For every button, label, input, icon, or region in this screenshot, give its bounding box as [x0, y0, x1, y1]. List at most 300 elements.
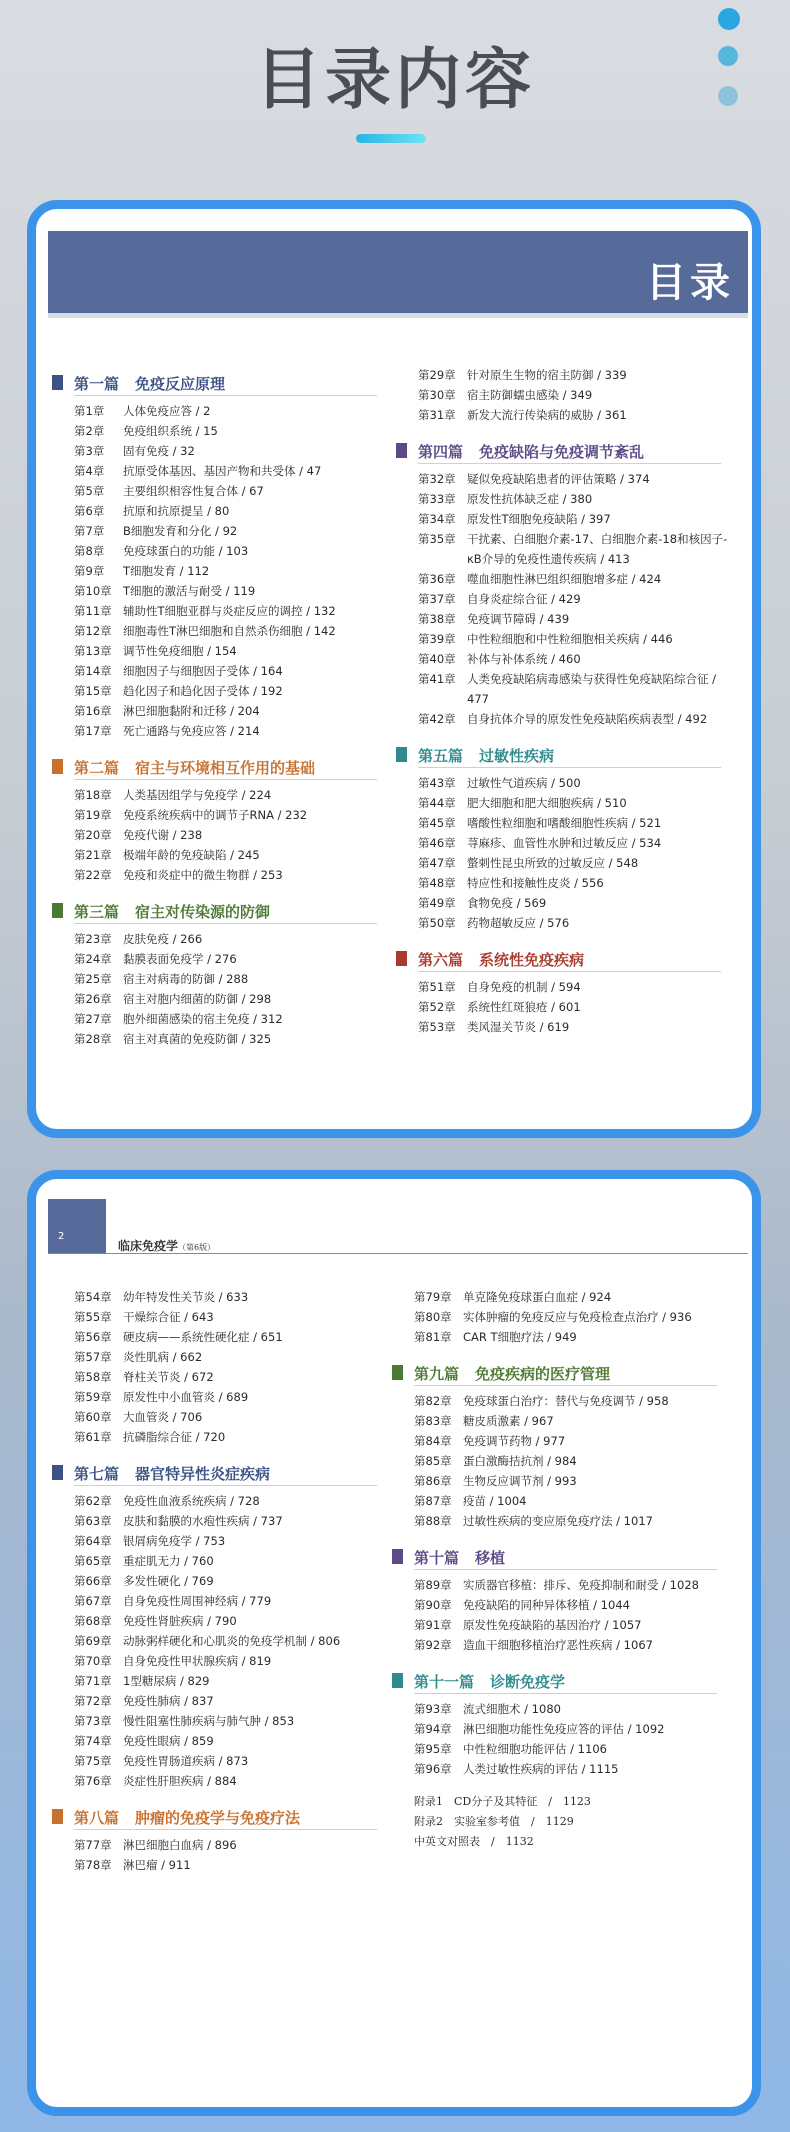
chapter-entry	[52, 845, 397, 865]
chapter-entry	[52, 661, 397, 681]
chapter-entry	[396, 1017, 741, 1037]
chapter-entry	[52, 1591, 397, 1611]
chapter-number: 第12章	[74, 624, 112, 638]
chapter-title: 宿主对胞内细菌的防御 / 298	[123, 992, 272, 1006]
part-heading	[396, 439, 741, 467]
part-title	[414, 1671, 565, 1692]
chapter-title: 免疫性肺病 / 837	[123, 1694, 214, 1708]
chapter-number: 第27章	[74, 1012, 112, 1026]
part-heading	[392, 1669, 737, 1697]
part-number: 第一篇	[74, 375, 120, 393]
section-gap	[52, 1447, 397, 1461]
chapter-entry	[52, 481, 397, 501]
chapter-title: T细胞的激活与耐受 / 119	[123, 584, 256, 598]
part-name: 过敏性疾病	[479, 747, 555, 765]
part-number: 第六篇	[418, 951, 464, 969]
chapter-entry	[396, 873, 741, 893]
chapter-title: 死亡通路与免疫应答 / 214	[123, 724, 260, 738]
toc-column-left	[52, 1287, 397, 1875]
part-marker	[396, 951, 407, 966]
chapter-title: 人类基因组学与免疫学 / 224	[123, 788, 272, 802]
chapter-number: 第89章	[414, 1578, 452, 1592]
chapter-title: 人体免疫应答 / 2	[123, 404, 211, 418]
chapter-entry	[52, 421, 397, 441]
chapter-entry	[52, 541, 397, 561]
chapter-entry	[52, 1491, 397, 1511]
chapter-entry	[52, 1835, 397, 1855]
part-section	[52, 371, 397, 741]
chapter-title: 免疫系统疾病中的调节子RNA / 232	[123, 808, 308, 822]
chapter-title: 食物免疫 / 569	[467, 896, 547, 910]
chapter-title: 噬血细胞性淋巴组织细胞增多症 / 424	[467, 572, 662, 586]
part-title	[418, 949, 584, 970]
toc-header-band	[48, 231, 748, 313]
part-name: 移植	[475, 1549, 506, 1567]
part-section	[396, 743, 741, 933]
chapter-title: 系统性红斑狼疮 / 601	[467, 1000, 581, 1014]
chapter-number: 第10章	[74, 584, 112, 598]
chapter-title: 细胞因子与细胞因子受体 / 164	[123, 664, 283, 678]
chapter-title: 自身免疫的机制 / 594	[467, 980, 581, 994]
part-title	[414, 1547, 505, 1568]
part-name: 免疫缺陷与免疫调节紊乱	[479, 443, 645, 461]
chapter-entry	[396, 469, 741, 489]
chapter-number: 第54章	[74, 1290, 112, 1304]
chapter-number: 第9章	[74, 564, 105, 578]
chapter-number: 第39章	[418, 632, 456, 646]
chapter-number: 第4章	[74, 464, 105, 478]
chapter-number: 第28章	[74, 1032, 112, 1046]
chapter-number: 第66章	[74, 1574, 112, 1588]
chapter-entry	[52, 1287, 397, 1307]
part-underline	[418, 463, 721, 464]
chapter-title: 炎性肌病 / 662	[123, 1350, 203, 1364]
chapter-entry	[52, 1771, 397, 1791]
chapter-title: 免疫球蛋白的功能 / 103	[123, 544, 249, 558]
section-gap	[392, 1531, 737, 1545]
chapter-entry	[392, 1411, 737, 1431]
appendix-entry: 附录2 实验室参考值 / 1129	[414, 1815, 574, 1828]
chapter-entry	[52, 1347, 397, 1367]
chapter-number: 第13章	[74, 644, 112, 658]
chapter-title: 免疫球蛋白治疗：替代与免疫调节 / 958	[463, 1394, 669, 1408]
chapter-entry	[396, 489, 741, 509]
chapter-title: 炎症性肝胆疾病 / 884	[123, 1774, 237, 1788]
chapter-number: 第58章	[74, 1370, 112, 1384]
chapter-entry	[52, 1511, 397, 1531]
header-rule	[48, 1253, 748, 1254]
part-title	[414, 1363, 610, 1384]
part-section	[392, 1545, 737, 1655]
chapter-title: 慢性阻塞性肺疾病与肺气肿 / 853	[123, 1714, 295, 1728]
header-divider	[48, 313, 748, 318]
chapter-entry	[52, 785, 397, 805]
chapter-entry	[396, 813, 741, 833]
chapter-number: 第2章	[74, 424, 105, 438]
chapter-number: 第90章	[414, 1598, 452, 1612]
chapter-entry	[52, 601, 397, 621]
chapter-entry	[52, 1367, 397, 1387]
chapter-entry	[52, 681, 397, 701]
chapter-entry	[52, 825, 397, 845]
chapter-number: 第75章	[74, 1754, 112, 1768]
chapter-entry	[396, 997, 741, 1017]
chapter-entry	[392, 1327, 737, 1347]
chapter-title: 免疫和炎症中的微生物群 / 253	[123, 868, 283, 882]
chapter-number: 第44章	[418, 796, 456, 810]
chapter-number: 第46章	[418, 836, 456, 850]
chapter-number: 第53章	[418, 1020, 456, 1034]
chapter-title: 原发性T细胞免疫缺陷 / 397	[467, 512, 611, 526]
chapter-number: 第34章	[418, 512, 456, 526]
chapter-entry	[52, 1571, 397, 1591]
chapter-number: 第95章	[414, 1742, 452, 1756]
chapter-entry	[52, 641, 397, 661]
chapter-entry	[52, 989, 397, 1009]
chapter-number: 第94章	[414, 1722, 452, 1736]
section-gap	[396, 933, 741, 947]
chapter-entry	[396, 589, 741, 609]
chapter-number: 第16章	[74, 704, 112, 718]
chapter-entry	[396, 793, 741, 813]
chapter-title: 原发性抗体缺乏症 / 380	[467, 492, 593, 506]
chapter-entry	[52, 1731, 397, 1751]
chapter-title: 皮肤和黏膜的水疱性疾病 / 737	[123, 1514, 283, 1528]
chapter-entry	[52, 1407, 397, 1427]
chapter-number: 第48章	[418, 876, 456, 890]
chapter-entry	[52, 581, 397, 601]
chapter-number: 第35章	[418, 532, 456, 546]
chapter-title: 淋巴细胞白血病 / 896	[123, 1838, 237, 1852]
part-title	[418, 745, 554, 766]
chapter-number: 第24章	[74, 952, 112, 966]
chapter-title: 单克隆免疫球蛋白血症 / 924	[463, 1290, 612, 1304]
part-number: 第十一篇	[414, 1673, 475, 1691]
chapter-title: 干燥综合征 / 643	[123, 1310, 214, 1324]
chapter-entry	[52, 1711, 397, 1731]
chapter-title: 宿主对真菌的免疫防御 / 325	[123, 1032, 272, 1046]
chapter-title: 动脉粥样硬化和心肌炎的免疫学机制 / 806	[123, 1634, 341, 1648]
chapter-entry	[52, 805, 397, 825]
chapter-number: 第45章	[418, 816, 456, 830]
chapter-title: 中性粒细胞功能评估 / 1106	[463, 1742, 607, 1756]
chapter-number: 第11章	[74, 604, 112, 618]
part-marker	[52, 375, 63, 390]
chapter-number: 第26章	[74, 992, 112, 1006]
chapter-entry	[392, 1491, 737, 1511]
part-number: 第四篇	[418, 443, 464, 461]
part-heading	[52, 899, 397, 927]
chapter-entry	[52, 929, 397, 949]
chapter-title: 自身免疫性周围神经病 / 779	[123, 1594, 272, 1608]
part-marker	[392, 1549, 403, 1564]
chapter-entry	[52, 721, 397, 741]
toc-column-right	[392, 1287, 737, 1853]
chapter-title: 疫苗 / 1004	[463, 1494, 527, 1508]
chapter-entry	[396, 977, 741, 997]
chapter-title: 蛋白激酶拮抗剂 / 984	[463, 1454, 577, 1468]
chapter-number: 第92章	[414, 1638, 452, 1652]
chapter-entry	[396, 853, 741, 873]
chapter-number: 第49章	[418, 896, 456, 910]
part-heading	[396, 947, 741, 975]
part-underline	[414, 1385, 717, 1386]
chapter-number: 第40章	[418, 652, 456, 666]
part-title	[74, 901, 270, 922]
chapter-title: 细胞毒性T淋巴细胞和自然杀伤细胞 / 142	[123, 624, 336, 638]
chapter-title: 荨麻疹、血管性水肿和过敏反应 / 534	[467, 836, 662, 850]
part-title	[74, 373, 225, 394]
chapter-entry	[392, 1431, 737, 1451]
chapter-entry	[396, 529, 741, 569]
part-name: 诊断免疫学	[490, 1673, 566, 1691]
part-section	[52, 1805, 397, 1875]
toc-card-1	[27, 200, 761, 1138]
chapter-title: 宿主对病毒的防御 / 288	[123, 972, 249, 986]
part-name: 器官特异性炎症疾病	[135, 1465, 271, 1483]
chapter-entry	[392, 1615, 737, 1635]
chapter-entry	[52, 401, 397, 421]
chapter-title: 皮肤免疫 / 266	[123, 932, 203, 946]
chapter-title: 新发大流行传染病的威胁 / 361	[467, 408, 627, 422]
chapter-title: 抗磷脂综合征 / 720	[123, 1430, 226, 1444]
chapter-number: 第52章	[418, 1000, 456, 1014]
chapter-entry	[396, 365, 741, 385]
chapter-entry	[52, 1327, 397, 1347]
chapter-number: 第93章	[414, 1702, 452, 1716]
chapter-entry	[396, 709, 741, 729]
chapter-number: 第15章	[74, 684, 112, 698]
chapter-title: 辅助性T细胞亚群与炎症反应的调控 / 132	[123, 604, 336, 618]
part-name: 系统性免疫疾病	[479, 951, 585, 969]
chapter-number: 第30章	[418, 388, 456, 402]
part-heading	[396, 743, 741, 771]
section-gap	[52, 885, 397, 899]
chapter-number: 第72章	[74, 1694, 112, 1708]
chapter-entry	[52, 1427, 397, 1447]
chapter-number: 第79章	[414, 1290, 452, 1304]
chapter-title: 黏膜表面免疫学 / 276	[123, 952, 237, 966]
part-section	[52, 899, 397, 1049]
chapter-title: B细胞发育和分化 / 92	[123, 524, 238, 538]
part-marker	[392, 1673, 403, 1688]
chapter-entry	[396, 833, 741, 853]
section-gap	[392, 1779, 737, 1793]
chapter-title: 淋巴瘤 / 911	[123, 1858, 191, 1872]
chapter-number: 第43章	[418, 776, 456, 790]
chapter-title: 原发性中小血管炎 / 689	[123, 1390, 249, 1404]
chapter-title: 免疫调节障碍 / 439	[467, 612, 570, 626]
chapter-title: 实质器官移植：排斥、免疫抑制和耐受 / 1028	[463, 1578, 699, 1592]
chapter-entry	[52, 501, 397, 521]
book-edition: （第6版）	[178, 1243, 216, 1252]
chapter-number: 第87章	[414, 1494, 452, 1508]
chapter-entry	[52, 1551, 397, 1571]
chapter-number: 第70章	[74, 1654, 112, 1668]
chapter-number: 第47章	[418, 856, 456, 870]
chapter-entry	[392, 1471, 737, 1491]
chapter-title: 疑似免疫缺陷患者的评估策略 / 374	[467, 472, 650, 486]
part-name: 免疫疾病的医疗管理	[475, 1365, 611, 1383]
chapter-title: 免疫性胃肠道疾病 / 873	[123, 1754, 249, 1768]
part-marker	[52, 1465, 63, 1480]
chapter-entry	[52, 561, 397, 581]
part-underline	[414, 1693, 717, 1694]
chapter-title: 银屑病免疫学 / 753	[123, 1534, 226, 1548]
chapter-title: 淋巴细胞功能性免疫应答的评估 / 1092	[463, 1722, 665, 1736]
chapter-number: 第36章	[418, 572, 456, 586]
chapter-number: 第88章	[414, 1514, 452, 1528]
part-section	[52, 755, 397, 885]
chapter-entry	[52, 865, 397, 885]
chapter-number: 第51章	[418, 980, 456, 994]
chapter-title: 淋巴细胞黏附和迁移 / 204	[123, 704, 260, 718]
chapter-entry	[52, 1751, 397, 1771]
chapter-title: 人类过敏性疾病的评估 / 1115	[463, 1762, 619, 1776]
chapter-number: 第23章	[74, 932, 112, 946]
part-title	[418, 441, 644, 462]
chapter-entry	[52, 949, 397, 969]
book-title	[118, 1237, 215, 1254]
part-heading	[52, 1461, 397, 1489]
chapter-number: 第38章	[418, 612, 456, 626]
part-marker	[52, 903, 63, 918]
part-underline	[74, 1485, 377, 1486]
part-marker	[52, 1809, 63, 1824]
chapter-entry	[52, 521, 397, 541]
part-number: 第二篇	[74, 759, 120, 777]
chapter-number: 第56章	[74, 1330, 112, 1344]
chapter-number: 第63章	[74, 1514, 112, 1528]
chapter-number: 第18章	[74, 788, 112, 802]
page-tab	[48, 1199, 106, 1253]
chapter-title: 免疫性肾脏疾病 / 790	[123, 1614, 237, 1628]
part-marker	[396, 747, 407, 762]
title-underline	[356, 134, 426, 143]
chapter-entry	[52, 1307, 397, 1327]
chapter-number: 第62章	[74, 1494, 112, 1508]
chapter-entry	[396, 773, 741, 793]
chapter-title: 自身免疫性甲状腺疾病 / 819	[123, 1654, 272, 1668]
chapter-entry	[392, 1699, 737, 1719]
chapter-entry	[392, 1635, 737, 1655]
chapter-title: 糖皮质激素 / 967	[463, 1414, 554, 1428]
chapter-entry	[392, 1307, 737, 1327]
chapter-number: 第37章	[418, 592, 456, 606]
part-heading	[52, 755, 397, 783]
chapter-entry	[396, 629, 741, 649]
chapter-entry	[396, 569, 741, 589]
section-gap	[52, 741, 397, 755]
chapter-entry	[392, 1575, 737, 1595]
chapter-number: 第65章	[74, 1554, 112, 1568]
chapter-number: 第1章	[74, 404, 105, 418]
chapter-title: 胞外细菌感染的宿主免疫 / 312	[123, 1012, 283, 1026]
part-underline	[74, 1829, 377, 1830]
part-number: 第五篇	[418, 747, 464, 765]
part-number: 第七篇	[74, 1465, 120, 1483]
part-heading	[52, 1805, 397, 1833]
chapter-title: 流式细胞术 / 1080	[463, 1702, 561, 1716]
chapter-title: 针对原生生物的宿主防御 / 339	[467, 368, 627, 382]
chapter-entry	[52, 1531, 397, 1551]
chapter-number: 第25章	[74, 972, 112, 986]
part-name: 肿瘤的免疫学与免疫疗法	[135, 1809, 301, 1827]
chapter-title: 硬皮病——系统性硬化症 / 651	[123, 1330, 283, 1344]
part-title	[74, 1807, 300, 1828]
part-heading	[52, 371, 397, 399]
chapter-number: 第59章	[74, 1390, 112, 1404]
chapter-number: 第32章	[418, 472, 456, 486]
chapter-title: 趋化因子和趋化因子受体 / 192	[123, 684, 283, 698]
chapter-number: 第85章	[414, 1454, 452, 1468]
chapter-number: 第81章	[414, 1330, 452, 1344]
chapter-title: CAR T细胞疗法 / 949	[463, 1330, 577, 1344]
chapter-number: 第83章	[414, 1414, 452, 1428]
chapter-number: 第22章	[74, 868, 112, 882]
chapter-number: 第41章	[418, 672, 456, 686]
decor-dot	[718, 8, 740, 30]
chapter-title: 自身抗体介导的原发性免疫缺陷疾病表型 / 492	[467, 712, 708, 726]
part-underline	[418, 971, 721, 972]
chapter-entry	[396, 649, 741, 669]
chapter-title: 极端年龄的免疫缺陷 / 245	[123, 848, 260, 862]
chapter-number: 第21章	[74, 848, 112, 862]
chapter-title: 过敏性疾病的变应原免疫疗法 / 1017	[463, 1514, 653, 1528]
chapter-number: 第14章	[74, 664, 112, 678]
chapter-title: 脊柱关节炎 / 672	[123, 1370, 214, 1384]
chapter-title: 免疫代谢 / 238	[123, 828, 203, 842]
appendix-entry: 中英文对照表 / 1132	[414, 1835, 534, 1848]
chapter-title: 肥大细胞和肥大细胞疾病 / 510	[467, 796, 627, 810]
chapter-entry	[396, 893, 741, 913]
chapter-entry	[392, 1719, 737, 1739]
chapter-entry	[392, 1511, 737, 1531]
chapter-entry	[52, 621, 397, 641]
chapter-title: 抗原和抗原提呈 / 80	[123, 504, 230, 518]
chapter-title: 调节性免疫细胞 / 154	[123, 644, 237, 658]
chapter-title: 人类免疫缺陷病毒感染与获得性免疫缺陷综合征 / 477	[467, 672, 717, 706]
chapter-number: 第82章	[414, 1394, 452, 1408]
chapter-entry	[392, 1739, 737, 1759]
chapter-number: 第73章	[74, 1714, 112, 1728]
chapter-title: T细胞发育 / 112	[123, 564, 210, 578]
toc-header-title: 目录	[646, 260, 734, 306]
chapter-entry	[52, 1009, 397, 1029]
chapter-title: 主要组织相容性复合体 / 67	[123, 484, 264, 498]
chapter-number: 第20章	[74, 828, 112, 842]
chapter-number: 第7章	[74, 524, 105, 538]
chapter-title: 干扰素、白细胞介素-17、白细胞介素-18和核因子-κB介导的免疫性遗传疾病 / 413	[467, 532, 728, 566]
chapter-title: 补体与补体系统 / 460	[467, 652, 581, 666]
chapter-entry	[392, 1391, 737, 1411]
part-number: 第三篇	[74, 903, 120, 921]
part-underline	[74, 923, 377, 924]
chapter-title: 自身炎症综合征 / 429	[467, 592, 581, 606]
chapter-number: 第8章	[74, 544, 105, 558]
chapter-title: 实体肿瘤的免疫反应与免疫检查点治疗 / 936	[463, 1310, 692, 1324]
chapter-title: 重症肌无力 / 760	[123, 1554, 214, 1568]
chapter-entry	[392, 1451, 737, 1471]
chapter-title: 幼年特发性关节炎 / 633	[123, 1290, 249, 1304]
chapter-title: 大血管炎 / 706	[123, 1410, 203, 1424]
decor-dot	[718, 46, 738, 66]
chapter-number: 第78章	[74, 1858, 112, 1872]
page-number: 2	[58, 1231, 65, 1242]
chapter-title: 免疫性眼病 / 859	[123, 1734, 214, 1748]
chapter-entry	[52, 1611, 397, 1631]
part-name: 宿主与环境相互作用的基础	[135, 759, 316, 777]
